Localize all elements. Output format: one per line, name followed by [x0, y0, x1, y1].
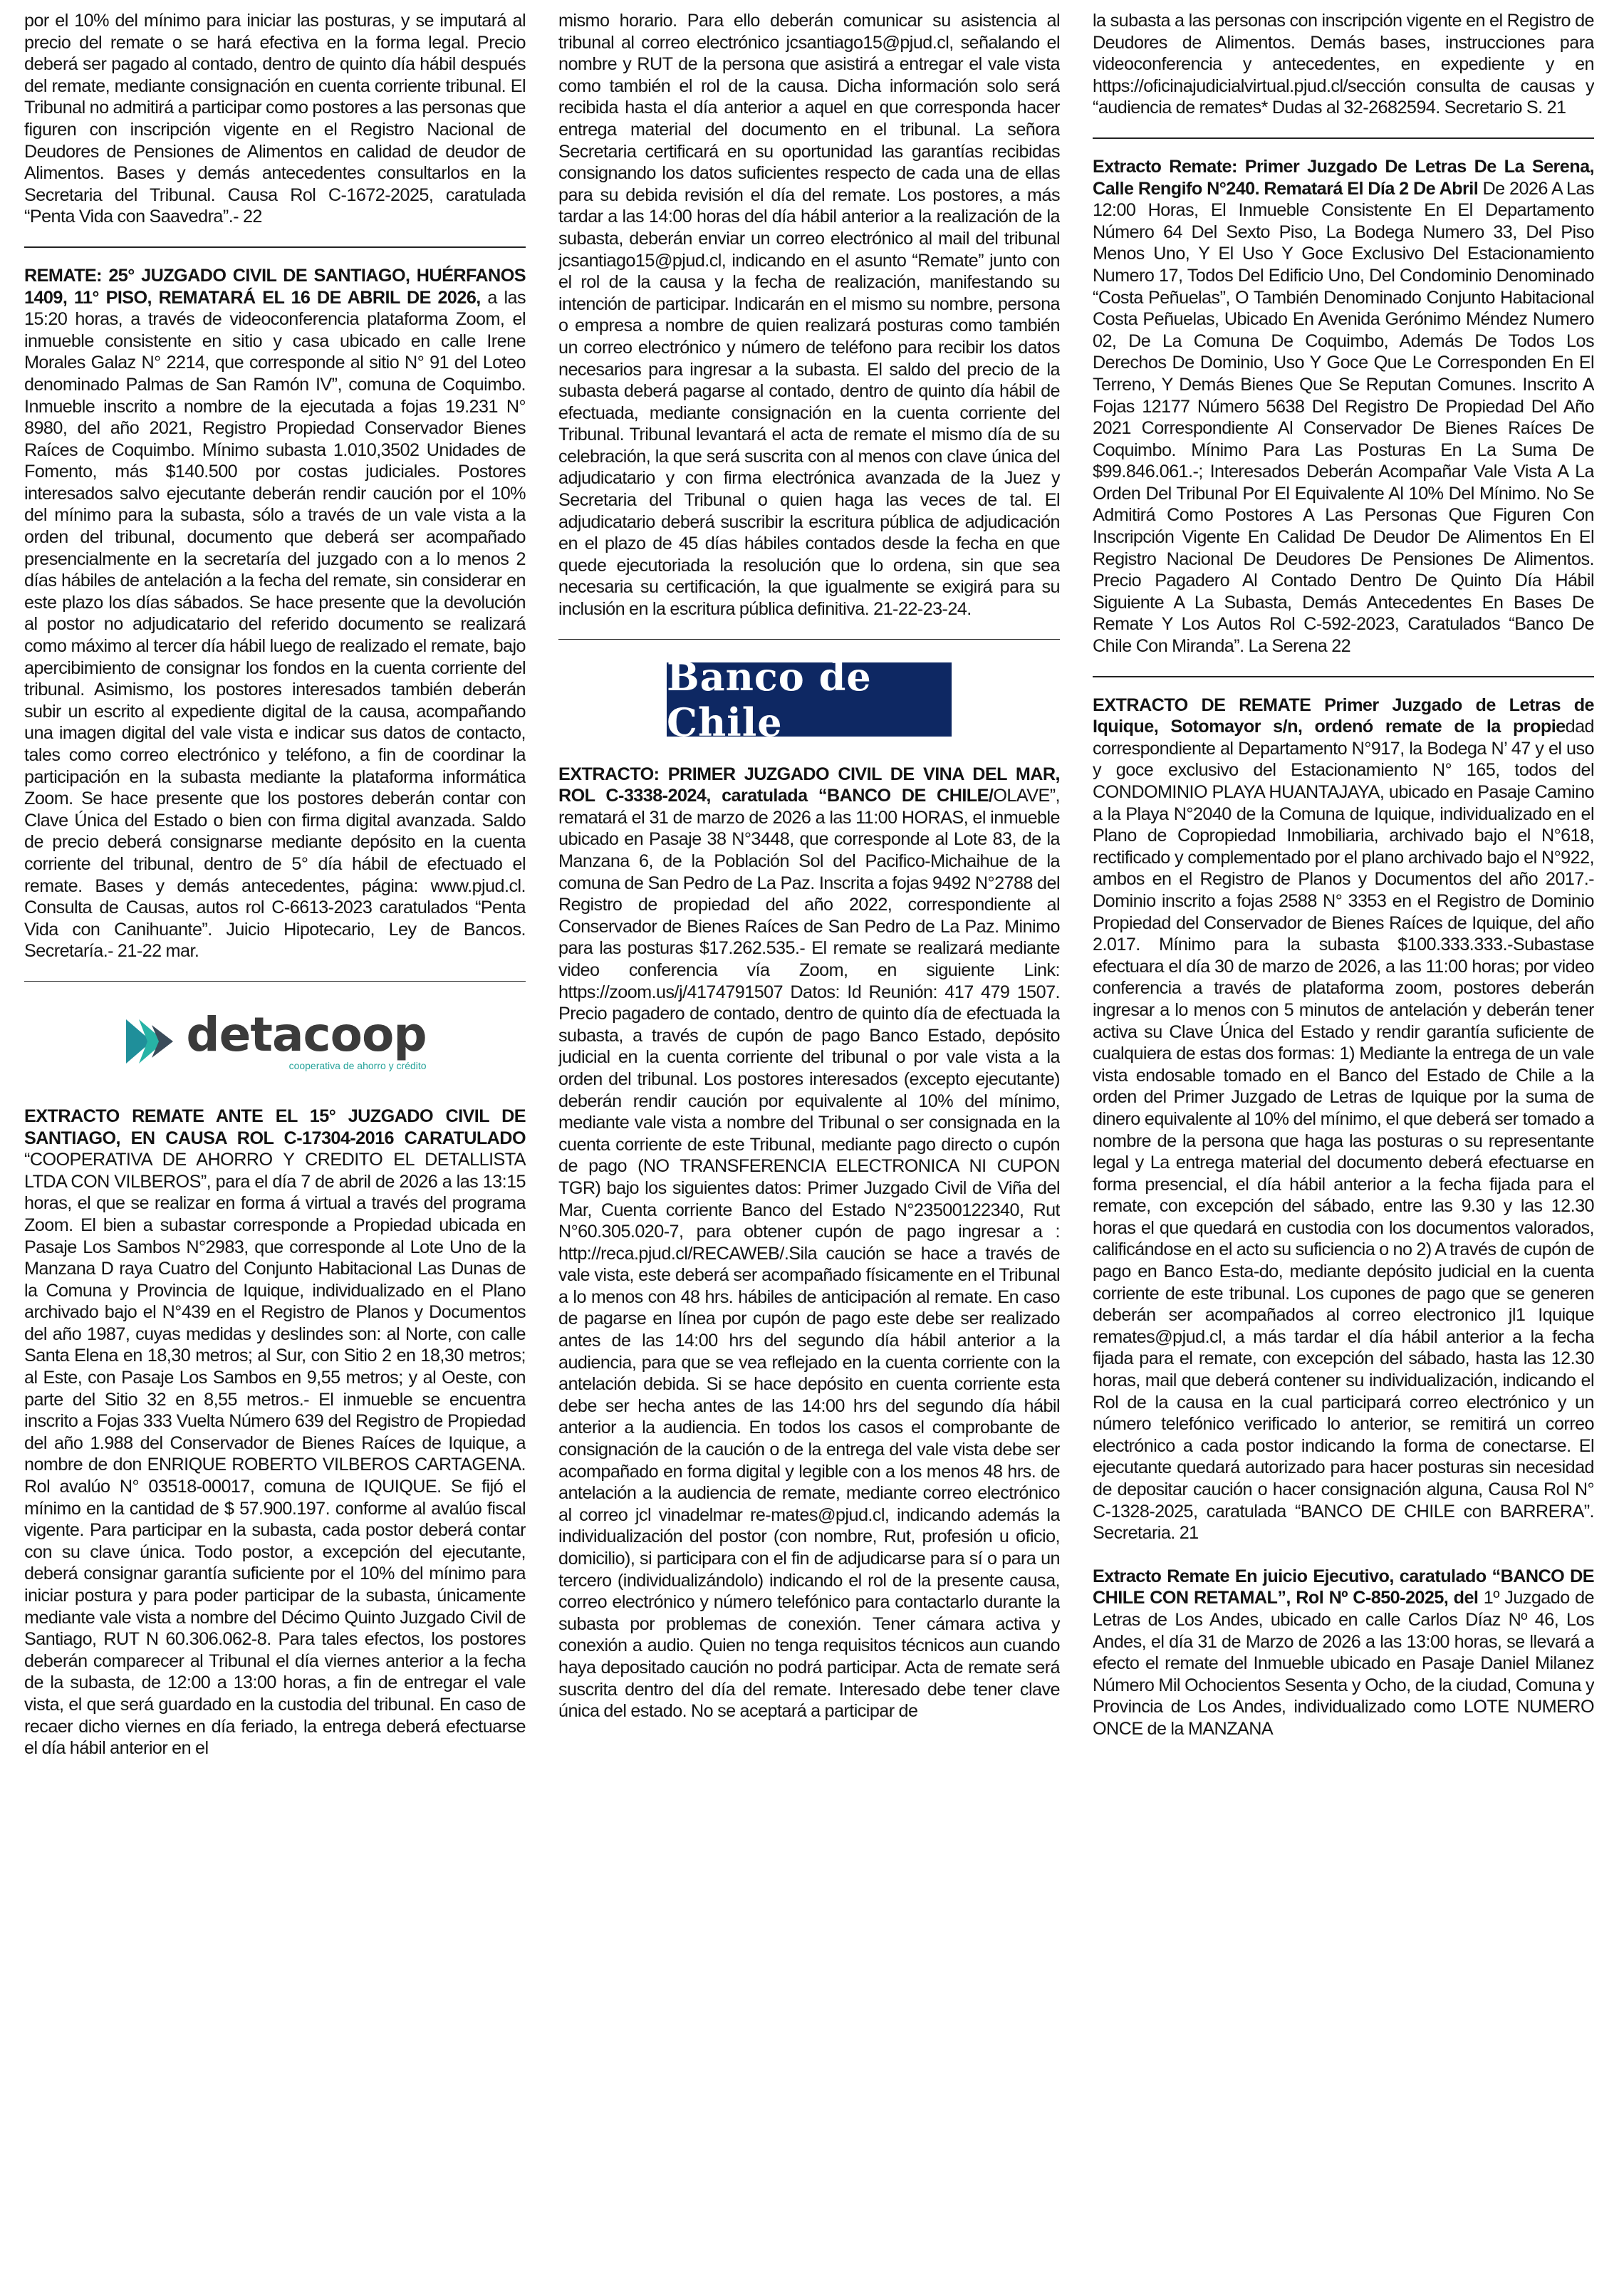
notice-heading: Extracto Remate En juicio Ejecutivo, caratulado “BANCO DE CHILE CON RETAMAL”, Rol Nº C-850-2025, del [1093, 1566, 1594, 1608]
detacoop-tagline: cooperativa de ahorro y crédito [288, 1059, 427, 1071]
column-2 [558, 10, 1060, 2282]
notice-iquique [1093, 695, 1594, 1544]
detacoop-logo [24, 999, 526, 1084]
notice-body: dad correspondiente al Departamento N°917, la Bodega N’ 47 y el uso y goce exclusivo del Estacionamiento N° 165, todos del CONDOMINIO PLAYA HUANTAJAYA, ubicado en Pasaje Camino a la Playa N°2040 de la Comuna de Iquique, individualizado en el Plano de Copropiedad Inmobiliaria, archivado bajo el N°618, rectificado y complementado por el plano archivado bajo el N°922, ambos en el Registro de Planos y Documentos del año 2017.- Dominio inscrito a fojas 2588 N° 3353 en el Registro de Dominio Propiedad del Conservador de Bienes Raíces de Iquique, del año 2.017. Mínimo para la subasta $100.333.333.-Subastase efectuara el día 30 de marzo de 2026, a las 11:00 horas; por video conferencia a través de plataforma zoom, postores deberán ingresar a lo menos con 5 minutos de antelación y deberán tener activa su Clave Única del Estado y rendir garantía suficiente de cualquiera de estas dos formas: 1) Mediante la entrega de un vale vista endosable tomado en el Banco del Estado de Chile a la orden del Primer Juzgado de Letras de Iquique por la suma de dinero equivalente al 10% del mínimo, el que deberá ser tomado a nombre de la persona que haga las posturas o su representante legal y La entrega material del documento deberá efectuarse en forma presencial, el día hábil anterior a la fecha fijada para el remate, con excepción del sábado, entre las 9.30 y las 12.30 horas el que quedará en custodia con los documentos valorados, calificándose en el acto su suficiencia o no 2) A través de cupón de pago en Banco Esta-do, mediante depósito judicial en la cuenta corriente de este tribunal. Los cupones de pago que se generen deberán ser acompañados al correo electronico jl1 Iquique remates@pjud.cl, a más tardar el día hábil anterior a la fecha fijada para el remate, con excepción del sábado, hasta las 12.30 horas, mail que deberá contener su individualización, indicando el Rol de la causa en la cual participará correo electrónico y un número telefónico verificado lo anterior, se remitirá un correo electrónico a cada postor indicando la forma de conectarse. El ejecutante quedará autorizado para hacer posturas sin necesidad de depositar caución o hacer consignación alguna, Causa Rol N° C-1328-2025, caratulada “BANCO DE CHILE con BARRERA”. Secretaria. 21 [1093, 717, 1594, 1544]
notice-penta-vida-saavedra-continued: por el 10% del mínimo para iniciar las posturas, y se imputará al precio del remate o se hará efectiva en la forma legal. Precio deberá ser pagado al contado, dentro de quinto día hábil después del remate, mediante consignación en cuenta corriente tribunal. El Tribunal no admitirá a participar como postores a las personas que figuren con inscripción vigente en el Registro Nacional de Deudores de Pensiones de Alimentos en calidad de deudor de Alimentos. Bases y demás antecedentes consultarlos en la Secretaria del Tribunal. Causa Rol C-1672-2025, caratulada “Penta Vida con Saavedra”.- 22 [24, 11, 526, 227]
notice-heading: Extracto Remate: Primer Juzgado De Letras De La Serena, Calle Rengifo N°240. Rematará El Día 2 De Abril [1093, 156, 1594, 199]
column-divider [1093, 676, 1594, 677]
notice-body: a las 15:20 horas, a través de videoconferencia plataforma Zoom, el inmueble consistente en sitio y casa ubicado en calle Irene Morales Galaz N° 2214, que corresponde al sitio N° 91 del Loteo denominado Palmas de San Ramón IV”, comuna de Coquimbo. Inmueble inscrito a nombre de la ejecutada a fojas 19.231 N° 8980, del año 2021, Registro Propiedad Conservador Bienes Raíces de Coquimbo. Mínimo subasta 1.010,3502 Unidades de Fomento, más $140.500 por costas judiciales. Postores interesados salvo ejecutante deberán rendir caución por el 10% del mínimo para la subasta, sólo a través de un vale vista a la orden del tribunal, documento que deberá ser acompañado presencialmente en la secretaría del juzgado con a lo menos 2 días hábiles de antelación a la fecha del remate, sin considerar en este plazo los días sábados. Se hace presente que la devolución al postor no adjudicatario del referido documento se realizará como máximo al tercer día hábil luego de realizado el remate, bajo apercibimiento de consignar los fondos en la cuenta corriente del tribunal. Asimismo, los postores interesados también deberán subir un escrito al expediente digital de la causa, acompañando una imagen digital del vale vista e indicar sus datos de contacto, tales como correo electrónico y teléfono, a fin de coordinar la participación en la subasta mediante la plataforma informática Zoom. Se hace presente que los postores deberán contar con Clave Única del Estado o bien con firma digital avanzada. Saldo de precio deberá consignarse mediante depósito en la cuenta corriente del tribunal, dentro de 5° día hábil de efectuado el remate. Bases y demás antecedentes, página: www.pjud.cl. Consulta de Causas, autos rol C-6613-2023 caratulados “Penta Vida con Canihuante”. Juicio Hipotecario, Ley de Bancos. Secretaría.- 21-22 mar. [24, 287, 526, 962]
notice-heading: REMATE: 25° JUZGADO CIVIL DE SANTIAGO, HUÉRFANOS 1409, 11° PISO, REMATARÁ EL 16 DE ABRIL DE 2026, [24, 265, 526, 308]
column-1 [24, 10, 526, 2282]
notice-primer-juzgado-vina-del-mar [558, 764, 1060, 1722]
notice-body: OLAVE”, rematará el 31 de marzo de 2026 a las 11:00 HORAS, el inmueble ubicado en Pasaje 38 N°3448, que corresponde al Lote 83, de la Manzana 6, de la Población Sol del Pacifico-Michaihue de la comuna de San Pedro de La Paz. Inscrita a fojas 9492 N°2788 del Registro de propiedad del año 2022, correspondiente al Conservador de Bienes Raíces de San Pedro de La Paz. Minimo para las posturas $17.262.535.- El remate se realizará mediante video conferencia vía Zoom, en siguiente Link: https://zoom.us/j/4174791507 Datos: Id Reunión: 417 479 1507. Precio pagadero de contado, dentro de quinto día de efectuada la subasta, a través de cupón de pago Banco Estado, depósito judicial en la cuenta corriente del tribunal o por vale vista a la orden del tribunal. Los postores interesados (excepto ejecutante) deberán rendir caución por equivalente al 10% del mínimo, mediante vale vista a nombre del Tribunal o ser consignada en la cuenta corriente de este Tribunal, mediante pago directo o cupón de pago (NO TRANSFERENCIA ELECTRONICA NI CUPON TGR) bajo los siguientes datos: Primer Juzgado Civil de Viña del Mar, Cuenta corriente Banco del Estado N°23500122340, Rut N°60.305.020-7, para obtener cupón de pago ingresar a : http://reca.pjud.cl/RECAWEB/.Sila caución se hace a través de vale vista, este deberá ser acompañado físicamente en el Tribunal a lo menos con 48 hrs. hábiles de anticipación al remate. En caso de pagarse en línea por cupón de pago este debe ser realizado antes de las 14:00 hrs del segundo día hábil anterior a la audiencia, para que se vea reflejado en la cuenta corriente con la antelación debida. Si se hace depósito en cuenta corriente esta debe ser hecha antes de las 14:00 hrs del segundo día hábil anterior a la audiencia. En todos los casos el comprobante de consignación de la caución o de la entrega del vale vista debe ser acompañado en forma digital y legible con a los menos 48 hrs. de antelación a la audiencia de remate, mediante correo electrónico al correo jcl vinadelmar re-mates@pjud.cl, indicando además la individualización del postor (con nombre, Rut, profesión u oficio, domicilio), si participara con el fin de adjudicarse para sí o para un tercero (individualizándolo) indicando el rol de la presente causa, correo electrónico y número telefónico para contactarlo durante la subasta por problemas de conexión. Tener cámara activa y conexión a audio. Quien no tenga requisitos técnicos aun cuando haya depositado caución no podrá participar. Acta de remate será suscrita dentro del día del remate. Interesado debe tener clave única del estado. No se aceptará a participar de [558, 786, 1060, 1722]
column-divider [24, 981, 526, 982]
column-divider [24, 246, 526, 248]
column-3 [1093, 10, 1594, 2282]
notice-body: 1º Juzgado de Letras de Los Andes, ubicado en calle Carlos Díaz Nº 46, Los Andes, el día 31 de Marzo de 2026 a las 13:00 horas, se llevará a efecto el remate del Inmueble ubicado en Pasaje Daniel Milanez Número Mil Ochocientos Sesenta y Ocho, de la ciudad, Comuna y Provincia de Los Andes, individualizado como LOTE NUMERO ONCE de la MANZANA [1093, 1588, 1594, 1739]
notice-25-juzgado-civil-santiago [24, 265, 526, 962]
notice-heading: EXTRACTO DE REMATE Primer Juzgado de Letras de Iquique, Sotomayor s/n, ordenó remate de la propie [1093, 695, 1594, 737]
banco-de-chile-wordmark: Banco de Chile [667, 662, 952, 737]
notice-la-serena [1093, 156, 1594, 657]
column-divider [1093, 137, 1594, 139]
notice-15-juzgado-continued: mismo horario. Para ello deberán comunicar su asistencia al tribunal al correo electrónico jcsantiago15@pjud.cl, señalando el nombre y RUT de la persona que asistirá a entregar el vale vista como también el rol de la causa. Dicha información solo será recibida hasta el día anterior a aquel en que corresponda hacer entrega material del documento en el tribunal. La señora Secretaria certificará en su oportunidad las garantías recibidas consignando los datos suficientes respecto de cada una de ellas para su debida revisión el día del remate. Los postores, a más tardar a las 14:00 horas del día hábil anterior a la realización de la subasta, deberán enviar un correo electrónico al mail del tribunal jcsantiago15@pjud.cl, indicando en el asunto “Remate” junto con el rol de la causa y la fecha de realización, manifestando su intención de participar. Indicarán en el mismo su nombre, persona o empresa a nombre de quien realizará posturas como también un correo electrónico y número de teléfono para recibir los datos necesarios para ingresar a la subasta. El saldo del precio de la subasta deberá pagarse al contado, dentro de quinto día hábil de efectuada, mediante consignación en la cuenta corriente del Tribunal. Tribunal levantará el acta de remate el mismo día de su celebración, la que será suscrita con al menos con clave única del adjudicatario y con firma electrónica avanzada de la Juez y Secretaria del Tribunal o quien haga las veces de tal. El adjudicatario deberá suscribir la escritura pública de adjudicación en el plazo de 45 días hábiles contados desde la fecha en que quede ejecutoriada la resolución que lo ordena, sin que sea necesaria su certificación, la que igualmente se exigirá para su inclusión en la escritura pública definitiva. 21-22-23-24. [558, 11, 1060, 620]
column-divider [558, 639, 1060, 640]
columns [24, 10, 1600, 2282]
notice-los-andes [1093, 1566, 1594, 1740]
banco-de-chile-logo [558, 653, 1060, 745]
notice-heading: EXTRACTO REMATE ANTE EL 15° JUZGADO CIVIL DE SANTIAGO, EN CAUSA ROL C-17304-2016 CARATULADO [24, 1106, 526, 1148]
notice-body: “COOPERATIVA DE AHORRO Y CREDITO EL DETALLISTA LTDA CON VILBEROS”, para el día 7 de abril de 2026 a las 13:15 horas, el que se realizar en forma á virtual a través del programa Zoom. El bien a subastar corresponde a Propiedad ubicada en Pasaje Los Sambos N°2983, que corresponde al Lote Uno de la Manzana D raya Cuatro del Conjunto Habitacional Las Dunas de la Comuna y Provincia de Iquique, individualizado en el Plano archivado bajo el N°439 en el Registro de Planos y Documentos del año 1987, cuyas medidas y deslindes son: al Norte, con calle Santa Elena en 18,30 metros; al Sur, con Sitio 2 en 18,30 metros; al Este, con Pasaje Los Sambos en 9,55 metros; y al Oeste, con parte del Sitio 32 en 8,55 metros.- El inmueble se encuentra inscrito a Fojas 333 Vuelta Número 639 del Registro de Propiedad del año 1.988 del Conservador de Bienes Raíces de Iquique, a nombre de don ENRIQUE ROBERTO VILBEROS CARTAGENA. Rol avalúo N° 03518-00017, comuna de IQUIQUE. Se fijó el mínimo en la cantidad de $ 57.900.197. conforme al avalúo fiscal vigente. Para participar en la subasta, cada postor deberá contar con su clave única. Todo postor, a excepción del ejecutante, deberá consignar garantía suficiente por el 10% del mínimo para iniciar postura y para poder participar de la subasta, únicamente mediante vale vista a nombre del Décimo Quinto Juzgado Civil de Santiago, RUT N 60.306.062-8. Para tales efectos, los postores deberán comparecer al Tribunal el día viernes anterior a la fecha de la subasta, de 12:00 a 13:00 horas, a fin de entregar el vale vista, el que será guardado en la custodia del tribunal. En caso de recaer dicho viernes en día feriado, la entrega deberá efectuarse el día hábil anterior en el [24, 1150, 526, 1759]
notice-vina-del-mar-continued: la subasta a las personas con inscripción vigente en el Registro de Deudores de Alimentos. Demás bases, instrucciones para videoconferencia y antecedentes, en expediente y en https://oficinajudicialvirtual.pjud.cl/sección consulta de causas y “audiencia de remates* Dudas al 32-2682594. Secretario S. 21 [1093, 11, 1594, 118]
notice-heading: EXTRACTO: PRIMER JUZGADO CIVIL DE VINA DEL MAR, ROL C-3338-2024, caratulada “BANCO DE CHILE/ [558, 764, 1060, 806]
notice-15-juzgado-civil-santiago [24, 1106, 526, 1759]
notice-body: De 2026 A Las 12:00 Horas, El Inmueble Consistente En El Departamento Número 64 Del Sexto Piso, La Bodega Numero 33, Del Piso Menos Uno, Y El Uso Y Goce Exclusivo Del Estacionamiento Numero 17, Todos Del Edificio Uno, Del Condominio Denominado “Costa Peñuelas”, O También Denominado Conjunto Habitacional Costa Peñuelas, Ubicado En Avenida Gerónimo Méndez Numero 02, De La Comuna De Coquimbo, Además De Todos Los Derechos De Dominio, Uso Y Goce Que Le Corresponden En El Terreno, Y Demás Bienes Que Se Reputan Comunes. Inscrito A Fojas 12177 Número 5638 Del Registro De Propiedad Del Año 2021 Correspondiente Al Conservador De Bienes Raíces De Coquimbo. Mínimo Para Las Posturas En La Suma De $99.846.061.-; Interesados Deberán Acompañar Vale Vista A La Orden Del Tribunal Por El Equivalente Al 10% Del Mínimo. No Se Admitirá Como Postores A Las Personas Que Figuren Con Inscripción Vigente En Calidad De Deudor De Alimentos En El Registro Nacional De Deudores De Pensiones De Alimentos. Precio Pagadero Al Contado Dentro De Quinto Día Hábil Siguiente A La Subasta, Demás Antecedentes En Bases De Remate Y Los Autos Rol C-592-2023, Caratulados “Banco De Chile Con Miranda”. La Serena 22 [1093, 178, 1594, 657]
detacoop-name: detacoop [186, 1007, 427, 1062]
detacoop-mark-icon [123, 1015, 176, 1068]
